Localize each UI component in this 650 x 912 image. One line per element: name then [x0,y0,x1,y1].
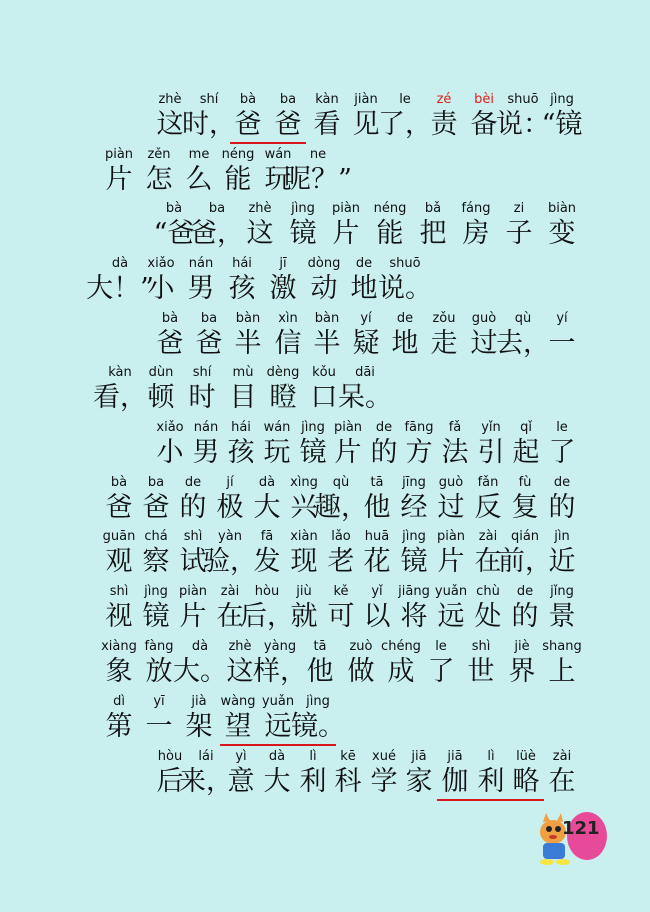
pinyin-syllable: xìn [278,311,298,326]
pinyin-syllable: yí [360,311,372,326]
pinyin-syllable: jìng [402,529,426,544]
hanzi-character: 世 [467,656,495,687]
pinyin-syllable: yǐ [371,584,383,599]
pinyin-syllable: de [184,475,202,490]
hanzi-character: 地 [391,328,419,359]
hanzi-character: 可 [327,601,355,632]
pinyin-syllable: néng [221,147,255,162]
hanzi-character: 意 [227,766,255,797]
pinyin-syllable: hái [232,256,252,271]
hanzi-character: 伽 [441,766,469,797]
hanzi-character: 半 [234,328,262,359]
hanzi-character: 疑 [352,328,380,359]
pinyin-syllable: yí [556,311,568,326]
pinyin-syllable: piàn [178,584,208,599]
hanzi-character: 来， [179,766,233,797]
hanzi-character: 这 [226,656,254,687]
hanzi-character: 后 [156,766,184,797]
pinyin-syllable: shí [192,365,212,380]
pinyin-syllable: bà [161,311,179,326]
hanzi-character: 架 [185,711,213,742]
pinyin-syllable: zhè [228,639,252,654]
hanzi-character: 能 [224,164,252,195]
hanzi-character: 现 [290,546,318,577]
hanzi-character: 片 [179,601,207,632]
pinyin-syllable: bèi [474,92,494,107]
hanzi-character: 动 [310,273,338,304]
hanzi-character: 镜 [142,601,170,632]
pinyin-syllable: dì [113,694,125,709]
hanzi-character: 在 [216,601,244,632]
hanzi-character: 过 [470,328,498,359]
hanzi-character: 爸 [156,328,184,359]
hanzi-character: 界 [508,656,536,687]
hanzi-character: 地 [350,273,378,304]
pinyin-syllable: wán [264,147,292,162]
pinyin-syllable: ne [309,147,327,162]
pinyin-syllable: jìng [301,420,325,435]
pinyin-syllable: le [556,420,568,435]
hanzi-character: 景 [548,601,576,632]
hanzi-character: 在 [474,546,502,577]
pinyin-syllable: kē [340,749,356,764]
pinyin-syllable: dà [258,475,276,490]
hanzi-character: 小 [156,437,184,468]
pinyin-syllable: yàng [263,639,297,654]
hanzi-character: 样， [253,656,307,687]
pinyin-syllable: zài [552,749,572,764]
word-underline [220,744,336,746]
hanzi-character: 察 [142,546,170,577]
pinyin-syllable: qù [514,311,532,326]
hanzi-character: 说： [496,109,550,140]
hanzi-character: 把 [419,218,447,249]
pinyin-syllable: guò [438,475,464,490]
pinyin-syllable: dāi [355,365,375,380]
pinyin-syllable: jiā [411,749,427,764]
pinyin-syllable: yì [235,749,247,764]
hanzi-character: 大。 [173,656,227,687]
pinyin-syllable: ba [279,92,297,107]
pinyin-syllable: piàn [331,201,361,216]
hanzi-character: 目 [229,382,257,413]
pinyin-syllable: zé [436,92,452,107]
hanzi-character: “镜 [541,109,583,140]
hanzi-character: 学 [370,766,398,797]
hanzi-character: 引 [477,437,505,468]
pinyin-syllable: fǎ [448,420,462,435]
pinyin-syllable: kàn [108,365,132,380]
pinyin-syllable: bà [110,475,128,490]
hanzi-character: 男 [187,273,215,304]
hanzi-character: 大 [263,766,291,797]
hanzi-character: 以 [363,601,391,632]
pinyin-syllable: huā [364,529,390,544]
pinyin-syllable: hòu [157,749,183,764]
hanzi-character: 家 [405,766,433,797]
hanzi-character: 发 [253,546,281,577]
pinyin-syllable: kě [333,584,349,599]
pinyin-syllable: shì [109,584,129,599]
hanzi-character: 了 [548,437,576,468]
hanzi-character: 大 [253,492,281,523]
hanzi-character: 做 [347,656,375,687]
hanzi-character: 的 [511,601,539,632]
hanzi-character: 趣， [314,492,368,523]
hanzi-character: 第 [105,711,133,742]
hanzi-character: 远 [264,711,292,742]
hanzi-character: 半 [313,328,341,359]
pinyin-syllable: jiā [447,749,463,764]
hanzi-character: 这 [156,109,184,140]
pinyin-syllable: fàng [144,639,174,654]
hanzi-character: 了， [378,109,432,140]
hanzi-character: 瞪 [269,382,297,413]
pinyin-syllable: shì [471,639,491,654]
hanzi-character: 呆。 [338,382,392,413]
hanzi-character: 镜 [289,218,317,249]
pinyin-syllable: lái [198,749,214,764]
hanzi-character: 近 [548,546,576,577]
pinyin-syllable: xiàng [101,639,137,654]
hanzi-character: 极 [216,492,244,523]
hanzi-character: 说。 [378,273,432,304]
hanzi-character: 过 [437,492,465,523]
hanzi-character: 时 [188,382,216,413]
hanzi-character: 玩 [264,164,292,195]
hanzi-character: 镜。 [291,711,345,742]
pinyin-syllable: dà [191,639,209,654]
hanzi-character: 放 [145,656,173,687]
pinyin-syllable: jiàn [354,92,378,107]
hanzi-character: 顿 [147,382,175,413]
hanzi-character: 爸 [195,328,223,359]
hanzi-character: 爸 [105,492,133,523]
pinyin-syllable: jiāng [398,584,430,599]
pinyin-syllable: le [399,92,411,107]
hanzi-character: 片 [105,164,133,195]
pinyin-syllable: lüè [516,749,536,764]
hanzi-character: 小 [147,273,175,304]
pinyin-syllable: fāng [404,420,434,435]
hanzi-character: 利 [477,766,505,797]
hanzi-character: 这 [246,218,274,249]
hanzi-character: 变 [548,218,576,249]
hanzi-character: 片 [334,437,362,468]
hanzi-character: 略 [512,766,540,797]
hanzi-character: “爸 [153,218,195,249]
pinyin-syllable: xiǎo [147,256,175,271]
hanzi-character: 花 [363,546,391,577]
hanzi-character: 时， [182,109,236,140]
hanzi-character: 信 [274,328,302,359]
pinyin-syllable: bàn [235,311,261,326]
hanzi-character: 怎 [145,164,173,195]
hanzi-character: 镜 [400,546,428,577]
pinyin-syllable: dà [268,749,286,764]
hanzi-character: 他 [306,656,334,687]
hanzi-character: 子 [505,218,533,249]
pinyin-syllable: kàn [315,92,339,107]
hanzi-character: 他 [363,492,391,523]
pinyin-syllable: de [553,475,571,490]
pinyin-syllable: jìng [306,694,330,709]
pinyin-syllable: bà [239,92,257,107]
hanzi-character: 看 [313,109,341,140]
pinyin-syllable: zài [478,529,498,544]
hanzi-character: 呢？” [284,164,352,195]
hanzi-character: 责 [430,109,458,140]
hanzi-character: 玩 [263,437,291,468]
pinyin-syllable: lì [309,749,317,764]
pinyin-syllable: fáng [461,201,491,216]
pinyin-syllable: qù [332,475,350,490]
hanzi-character: 看， [93,382,147,413]
hanzi-character: 孩 [228,273,256,304]
pinyin-syllable: zǒu [432,311,456,326]
hanzi-character: 爸， [190,218,244,249]
pinyin-syllable: shuō [507,92,539,107]
pinyin-syllable: jí [226,475,234,490]
pinyin-syllable: zuò [349,639,373,654]
pinyin-syllable: kǒu [312,365,336,380]
hanzi-character: 验， [203,546,257,577]
word-underline [230,142,306,144]
hanzi-character: 片 [332,218,360,249]
word-underline [437,799,544,801]
pinyin-syllable: yǐn [481,420,501,435]
pinyin-syllable: jìng [550,92,574,107]
pinyin-syllable: le [435,639,447,654]
pinyin-syllable: wàng [220,694,256,709]
pinyin-syllable: fǎn [477,475,499,490]
pinyin-syllable: shang [542,639,582,654]
hanzi-character: 方 [405,437,433,468]
hanzi-character: 了 [427,656,455,687]
pinyin-syllable: jiù [296,584,312,599]
hanzi-character: 备 [470,109,498,140]
pinyin-syllable: jiè [514,639,530,654]
pinyin-syllable: xiǎo [156,420,184,435]
pinyin-syllable: chù [476,584,500,599]
hanzi-character: 利 [299,766,327,797]
pinyin-syllable: jī [279,256,287,271]
pinyin-syllable: tā [370,475,384,490]
pinyin-syllable: piàn [104,147,134,162]
hanzi-character: 处 [474,601,502,632]
hanzi-character: 就 [290,601,318,632]
pinyin-syllable: zhè [158,92,182,107]
pinyin-syllable: de [355,256,373,271]
pinyin-syllable: zài [220,584,240,599]
pinyin-syllable: me [188,147,210,162]
pinyin-syllable: yàn [218,529,242,544]
pinyin-syllable: zi [513,201,525,216]
hanzi-character: 去， [496,328,550,359]
hanzi-character: 大！” [86,273,154,304]
pinyin-syllable: chá [144,529,168,544]
pinyin-syllable: dà [111,256,129,271]
hanzi-character: 走 [430,328,458,359]
hanzi-character: 爸 [234,109,262,140]
pinyin-syllable: guān [102,529,136,544]
pinyin-syllable: bàn [314,311,340,326]
pinyin-syllable: jìn [554,529,570,544]
hanzi-character: 的 [370,437,398,468]
pinyin-syllable: jǐng [550,584,574,599]
pinyin-syllable: mù [232,365,254,380]
hanzi-character: 么 [185,164,213,195]
hanzi-character: 观 [105,546,133,577]
hanzi-character: 科 [334,766,362,797]
pinyin-syllable: bǎ [424,201,442,216]
pinyin-syllable: biàn [547,201,577,216]
hanzi-character: 能 [376,218,404,249]
pinyin-syllable: zěn [147,147,171,162]
pinyin-syllable: hái [231,420,251,435]
hanzi-character: 兴 [290,492,318,523]
pinyin-syllable: guò [471,311,497,326]
hanzi-character: 见 [352,109,380,140]
pinyin-syllable: xìng [290,475,318,490]
hanzi-character: 复 [511,492,539,523]
hanzi-character: 在 [548,766,576,797]
pinyin-syllable: fù [518,475,532,490]
hanzi-character: 经 [400,492,428,523]
hanzi-character: 镜 [299,437,327,468]
pinyin-syllable: dòng [307,256,341,271]
hanzi-character: 视 [105,601,133,632]
hanzi-character: 成 [387,656,415,687]
pinyin-syllable: xiàn [290,529,318,544]
pinyin-syllable: lì [487,749,495,764]
hanzi-character: 将 [400,601,428,632]
pinyin-syllable: ba [200,311,218,326]
pinyin-syllable: shì [183,529,203,544]
hanzi-character: 望 [224,711,252,742]
hanzi-character: 试 [179,546,207,577]
pinyin-syllable: jià [191,694,207,709]
hanzi-character: 一 [548,328,576,359]
pinyin-syllable: shí [199,92,219,107]
hanzi-character: 后， [240,601,294,632]
pinyin-syllable: dèng [266,365,300,380]
hanzi-character: 激 [269,273,297,304]
hanzi-character: 的 [548,492,576,523]
hanzi-character: 远 [437,601,465,632]
hanzi-character: 起 [512,437,540,468]
pinyin-syllable: xué [372,749,396,764]
hanzi-character: 象 [105,656,133,687]
hanzi-character: 法 [441,437,469,468]
hanzi-character: 房 [462,218,490,249]
pinyin-syllable: chéng [381,639,421,654]
pinyin-syllable: qián [510,529,540,544]
hanzi-character: 孩 [227,437,255,468]
pinyin-syllable: de [516,584,534,599]
hanzi-character: 反 [474,492,502,523]
pinyin-syllable: ba [208,201,226,216]
hanzi-character: 前， [498,546,552,577]
hanzi-character: 上 [548,656,576,687]
pinyin-syllable: shuō [389,256,421,271]
pinyin-syllable: piàn [333,420,363,435]
pinyin-syllable: yuǎn [434,584,468,599]
pinyin-syllable: hòu [254,584,280,599]
pinyin-syllable: jìng [144,584,168,599]
page-number: 121 [562,818,600,839]
pinyin-syllable: dùn [148,365,174,380]
pinyin-syllable: zhè [248,201,272,216]
pinyin-syllable: tā [313,639,327,654]
pinyin-syllable: bà [165,201,183,216]
pinyin-syllable: yuǎn [261,694,295,709]
pinyin-syllable: jīng [402,475,426,490]
pinyin-syllable: lǎo [331,529,351,544]
pinyin-syllable: yī [153,694,165,709]
hanzi-character: 的 [179,492,207,523]
pinyin-syllable: wán [263,420,291,435]
hanzi-character: 一 [145,711,173,742]
pinyin-syllable: nán [193,420,219,435]
hanzi-character: 老 [327,546,355,577]
pinyin-syllable: piàn [436,529,466,544]
hanzi-character: 男 [192,437,220,468]
pinyin-syllable: ba [147,475,165,490]
pinyin-syllable: qǐ [520,420,532,435]
hanzi-character: 片 [437,546,465,577]
pinyin-syllable: jìng [291,201,315,216]
hanzi-character: 口 [310,382,338,413]
hanzi-character: 爸 [142,492,170,523]
pinyin-syllable: de [396,311,414,326]
pinyin-syllable: néng [373,201,407,216]
pinyin-syllable: nán [188,256,214,271]
pinyin-syllable: de [375,420,393,435]
pinyin-syllable: fā [260,529,274,544]
hanzi-character: 爸 [274,109,302,140]
